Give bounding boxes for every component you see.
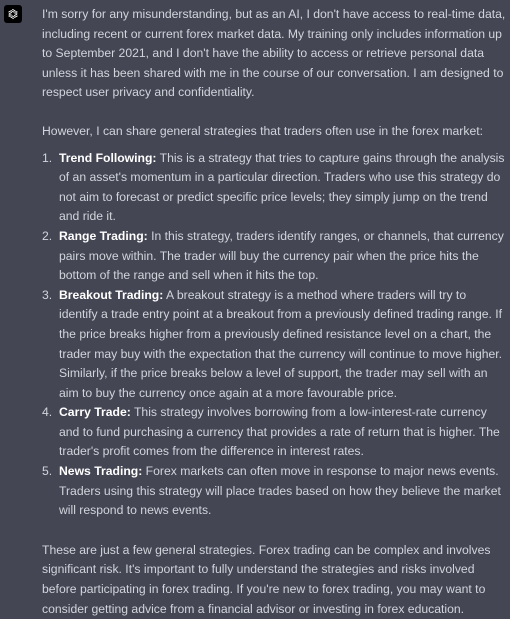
lead-paragraph: However, I can share general strategies that traders often use in the forex market: bbox=[42, 123, 484, 138]
strategy-list bbox=[42, 149, 506, 521]
outro-paragraph: These are just a few general strategies. Forex trading can be complex and involves significant risk. It's important to fully understand the strategies and risks involved before participating in forex trading. If you're new to forex trading, you may want to consider getting advice from a financial advisor or investing in forex education. bbox=[42, 542, 491, 616]
list-item-number: 5. bbox=[42, 464, 53, 479]
list-item-title: News Trading: bbox=[59, 464, 143, 479]
list-item-text: Forex markets can often move in response to major news events. Traders using this strategy will place trades based on how they believe the market will respond to news events. bbox=[59, 464, 501, 518]
list-item-text: In this strategy, traders identify ranges, or channels, that currency pairs move within. The trader will buy the currency pair when the price hits the bottom of the range and sell when it hits the top. bbox=[59, 228, 504, 283]
intro-paragraph: I'm sorry for any misunderstanding, but as an AI, I don't have access to real-time data, including recent or current forex market data. My training only includes information up to September 2021, and I don't have the ability to access or retrieve personal data unless it has been shared with me in the course of our conversation. I am designed to respect user privacy and confidentiality. bbox=[42, 7, 506, 100]
assistant-avatar bbox=[4, 5, 22, 23]
list-item bbox=[42, 149, 506, 227]
list-item bbox=[42, 403, 506, 462]
list-item-number: 3. bbox=[42, 287, 53, 302]
list-item bbox=[42, 227, 506, 286]
openai-logo-icon bbox=[6, 7, 20, 21]
list-item-number: 1. bbox=[42, 150, 53, 165]
list-item bbox=[42, 462, 506, 521]
list-item-text: This is a strategy that tries to capture gains through the analysis of an asset's momentum in a particular direction. Traders who use this strategy do not aim to forecast or predict specific price levels; they simply jump on the trend and ride it. bbox=[59, 150, 505, 224]
list-item-number: 4. bbox=[42, 405, 53, 420]
message-content bbox=[42, 5, 506, 619]
list-item-title: Trend Following: bbox=[59, 150, 157, 165]
list-item-title: Carry Trade: bbox=[59, 405, 131, 420]
list-item-text: A breakout strategy is a method where traders will try to identify a trade entry point at a breakout from a previously defined trading range. If the price breaks higher from a previously defined resistance level on a chart, the trader may buy with the expectation that the currency will continue to move higher. Similarly, if the price breaks below a level of support, the trader may sell with an aim to buy the currency once again at a more favourable price. bbox=[59, 287, 503, 400]
list-item-title: Breakout Trading: bbox=[59, 287, 164, 302]
list-item-number: 2. bbox=[42, 228, 53, 243]
list-item bbox=[42, 286, 506, 404]
list-item-text: This strategy involves borrowing from a low-interest-rate currency and to fund purchasing a currency that provides a rate of return that is higher. The trader's profit comes from the difference in interest rates. bbox=[59, 405, 500, 459]
list-item-title: Range Trading: bbox=[59, 228, 148, 243]
